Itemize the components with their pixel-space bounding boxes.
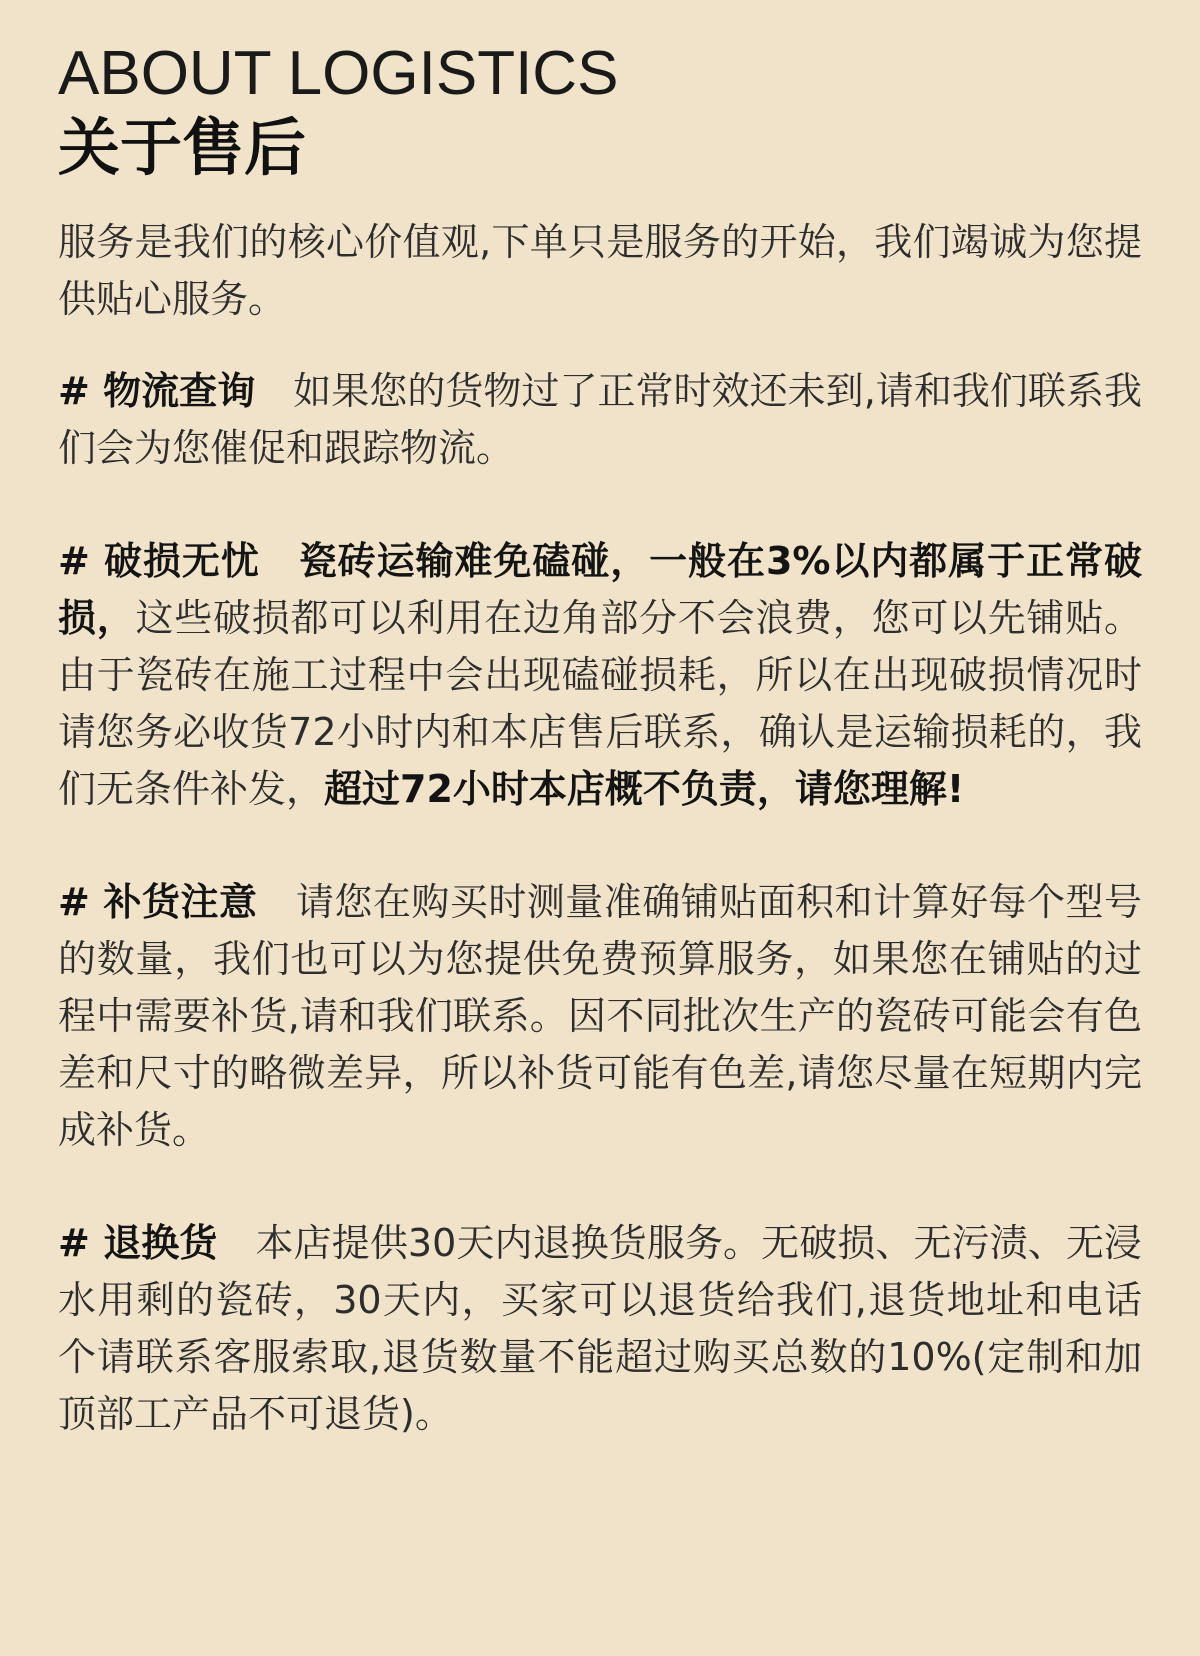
section-logistics-query <box>58 363 1142 477</box>
section-title: # 物流查询 <box>58 369 256 413</box>
page-title-chinese: 关于售后 <box>58 111 307 184</box>
section-title: # 退换货 <box>58 1221 218 1265</box>
section-title: # 补货注意 <box>58 880 258 924</box>
section-damage-free <box>58 533 1142 818</box>
section-bold-notice: 瓷砖运输难免磕碰，一般在3%以内都属于正常破损， <box>58 539 1142 640</box>
section-restock-notice <box>58 874 1142 1159</box>
page-title-english: ABOUT LOGISTICS <box>58 39 619 108</box>
section-body: 这些破损都可以利用在边角部分不会浪费，您可以先铺贴。由于瓷砖在施工过程中会出现磕碰损耗，所以在出现破损情况时请您务必收货72小时内和本店售后联系，确认是运输损耗的，我们无条件补发， <box>58 596 1142 811</box>
intro-paragraph: 服务是我们的核心价值观,下单只是服务的开始，我们竭诚为您提供贴心服务。 <box>58 220 1142 321</box>
section-body: 请您在购买时测量准确铺贴面积和计算好每个型号的数量，我们也可以为您提供免费预算服务，如果您在铺贴的过程中需要补货,请和我们联系。因不同批次生产的瓷砖可能会有色差和尺寸的略微差异，所以补货可能有色差,请您尽量在短期内完成补货。 <box>58 880 1142 1152</box>
section-body: 如果您的货物过了正常时效还未到,请和我们联系我们会为您催促和跟踪物流。 <box>58 369 1142 470</box>
section-bold-disclaimer: 超过72小时本店概不负责，请您理解! <box>324 767 965 811</box>
section-body: 本店提供30天内退换货服务。无破损、无污渍、无浸水用剩的瓷砖，30天内，买家可以退货给我们,退货地址和电话个请联系客服索取,退货数量不能超过购买总数的10%(定制和加顶部工产品不可退货)。 <box>58 1221 1142 1436</box>
section-title: # 破损无忧 <box>58 539 260 583</box>
section-returns-exchanges <box>58 1215 1142 1443</box>
